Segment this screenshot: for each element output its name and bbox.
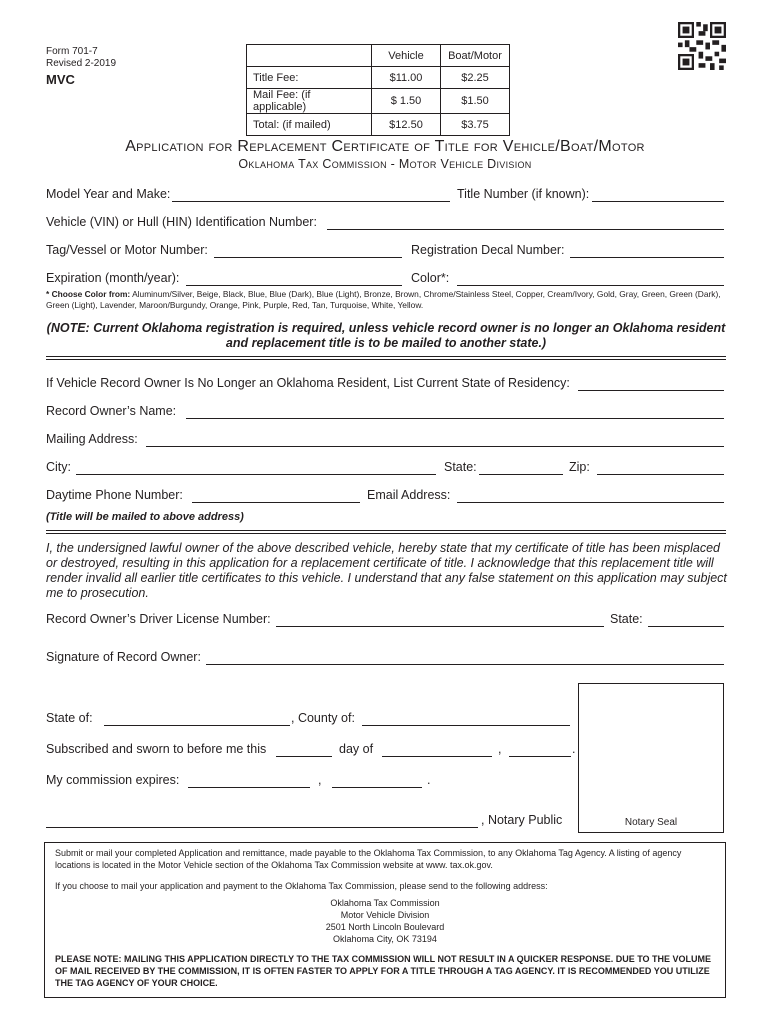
residency-field[interactable]	[578, 390, 724, 391]
notary-public-label: , Notary Public	[481, 813, 563, 827]
fee-boat: $3.75	[441, 114, 510, 136]
fee-vehicle: $ 1.50	[372, 89, 441, 114]
table-row	[247, 89, 510, 114]
color-label: Color*:	[411, 271, 450, 285]
sworn-day-field[interactable]	[276, 756, 332, 757]
mailing-address-field[interactable]	[146, 446, 724, 447]
email-field[interactable]	[457, 502, 724, 503]
mailing-address-label: Mailing Address:	[46, 432, 138, 446]
title-mail-note: (Title will be mailed to above address)	[46, 511, 244, 523]
revision-date: Revised 2-2019	[46, 58, 117, 69]
dl-state-field[interactable]	[648, 626, 724, 627]
dl-number-label: Record Owner’s Driver License Number:	[46, 612, 271, 626]
state-field[interactable]	[479, 474, 563, 475]
mailing-warning: PLEASE NOTE: MAILING THIS APPLICATION DIRECTLY TO THE TAX COMMISSION WILL NOT RESULT IN A QUICKER RESPONSE. DUE TO THE VOLUME OF MAIL RECEIVED BY THE COMMISSION, IT IS OFTEN FASTER TO APPLY FOR A TITLE THROUGH A TAG AGENCY. IT IS RECOMMENDED YOU UTILIZE THE TAG AGENCY OF YOUR CHOICE.	[55, 954, 712, 988]
dl-number-field[interactable]	[276, 626, 604, 627]
table-header-boat: Boat/Motor	[441, 45, 510, 67]
model-year-make-label: Model Year and Make:	[46, 187, 171, 201]
fee-boat: $2.25	[441, 67, 510, 89]
form-number: Form 701-7	[46, 46, 98, 57]
table-row	[247, 114, 510, 136]
notary-seal-box	[578, 683, 724, 833]
city-field[interactable]	[76, 474, 436, 475]
title-number-label: Title Number (if known):	[457, 187, 590, 201]
color-note-heading: * Choose Color from:	[46, 289, 131, 299]
table-header-blank	[247, 45, 372, 67]
commission-date-field[interactable]	[188, 787, 310, 788]
divider	[46, 356, 726, 360]
fee-table	[246, 44, 510, 136]
zip-field[interactable]	[597, 474, 724, 475]
expiration-field[interactable]	[186, 285, 402, 286]
notary-county-label: , County of:	[291, 711, 355, 725]
address-line: Motor Vehicle Division	[340, 910, 430, 920]
signature-label: Signature of Record Owner:	[46, 650, 201, 664]
sworn-year-field[interactable]	[509, 756, 571, 757]
residency-label: If Vehicle Record Owner Is No Longer an Oklahoma Resident, List Current State of Residency:	[46, 376, 570, 390]
instructions-paragraph: Submit or mail your completed Application and remittance, made payable to the Oklahoma Tax Commission, to any Oklahoma Tag Agency. A listing of agency locations is located in the Motor Vehicle section of the Oklahoma Tax Commission website at www. tax.ok.gov.	[55, 848, 682, 870]
sworn-label: Subscribed and sworn to before me this	[46, 742, 267, 756]
sworn-comma: ,	[498, 742, 502, 756]
address-line: Oklahoma City, OK 73194	[333, 934, 437, 944]
page-subtitle: Oklahoma Tax Commission - Motor Vehicle Division	[238, 157, 532, 171]
commission-label: My commission expires:	[46, 773, 180, 787]
owner-name-field[interactable]	[186, 418, 724, 419]
vin-label: Vehicle (VIN) or Hull (HIN) Identification Number:	[46, 215, 317, 229]
commission-year-field[interactable]	[332, 787, 422, 788]
state-label: State:	[444, 460, 477, 474]
tag-vessel-field[interactable]	[214, 257, 402, 258]
color-field[interactable]	[457, 285, 724, 286]
table-row	[247, 45, 510, 67]
email-label: Email Address:	[367, 488, 451, 502]
notary-signature-field[interactable]	[46, 827, 478, 828]
fee-vehicle: $11.00	[372, 67, 441, 89]
notary-county-field[interactable]	[362, 725, 570, 726]
page-title: Application for Replacement Certificate of Title for Vehicle/Boat/Motor	[125, 138, 645, 155]
signature-field[interactable]	[206, 664, 724, 665]
commission-comma: ,	[318, 773, 322, 787]
address-line: 2501 North Lincoln Boulevard	[325, 922, 445, 932]
dl-state-label: State:	[610, 612, 643, 626]
phone-label: Daytime Phone Number:	[46, 488, 183, 502]
fee-label: Title Fee:	[247, 67, 372, 89]
sworn-month-field[interactable]	[382, 756, 492, 757]
phone-field[interactable]	[192, 502, 360, 503]
sworn-period: .	[572, 742, 576, 756]
registration-note: (NOTE: Current Oklahoma registration is required, unless vehicle record owner is no longer an Oklahoma resident and replacement title is to be mailed to another state.)	[46, 321, 726, 350]
notary-state-label: State of:	[46, 711, 93, 725]
tag-vessel-label: Tag/Vessel or Motor Number:	[46, 243, 208, 257]
instructions-box	[44, 842, 726, 998]
color-options-note	[46, 289, 726, 310]
city-label: City:	[46, 460, 71, 474]
notary-seal-label: Notary Seal	[624, 817, 678, 828]
fee-boat: $1.50	[441, 89, 510, 114]
fee-label: Mail Fee: (if applicable)	[247, 89, 372, 114]
mailing-address-block	[45, 897, 725, 945]
owner-name-label: Record Owner’s Name:	[46, 404, 177, 418]
table-row	[247, 67, 510, 89]
affidavit-text: I, the undersigned lawful owner of the above described vehicle, hereby state that my certificate of title has been misplaced or destroyed, resulting in this application for a replacement certificate of title. I acknowledge that this replacement title will render invalid all earlier title certificates to this vehicle. I understand that any false statement on this application may subject me to prosecution.	[46, 541, 727, 600]
divider	[46, 530, 726, 534]
vin-field[interactable]	[327, 229, 724, 230]
color-note-list: Aluminum/Silver, Beige, Black, Blue, Blue (Dark), Blue (Light), Bronze, Brown, Chrome/Stainless Steel, Copper, Cream/Ivory, Gold, Gray, Green, Green (Dark), Green (Light), Lavender, Maroon/Burgundy, Orange, Pink, Purple, Red, Tan, Turquoise, White, Yellow.	[46, 289, 721, 310]
address-line: Oklahoma Tax Commission	[330, 898, 440, 908]
decal-field[interactable]	[570, 257, 724, 258]
agency-code: MVC	[46, 72, 75, 87]
zip-label: Zip:	[569, 460, 590, 474]
notary-state-field[interactable]	[104, 725, 290, 726]
table-header-vehicle: Vehicle	[372, 45, 441, 67]
commission-period: .	[427, 773, 431, 787]
title-number-field[interactable]	[592, 201, 724, 202]
mail-instructions: If you choose to mail your application and payment to the Oklahoma Tax Commission, please send to the following address:	[55, 881, 548, 891]
model-year-make-field[interactable]	[172, 201, 450, 202]
day-of-label: day of	[339, 742, 374, 756]
fee-label: Total: (if mailed)	[247, 114, 372, 136]
expiration-label: Expiration (month/year):	[46, 271, 180, 285]
qr-code-icon	[678, 22, 726, 70]
fee-vehicle: $12.50	[372, 114, 441, 136]
decal-label: Registration Decal Number:	[411, 243, 565, 257]
